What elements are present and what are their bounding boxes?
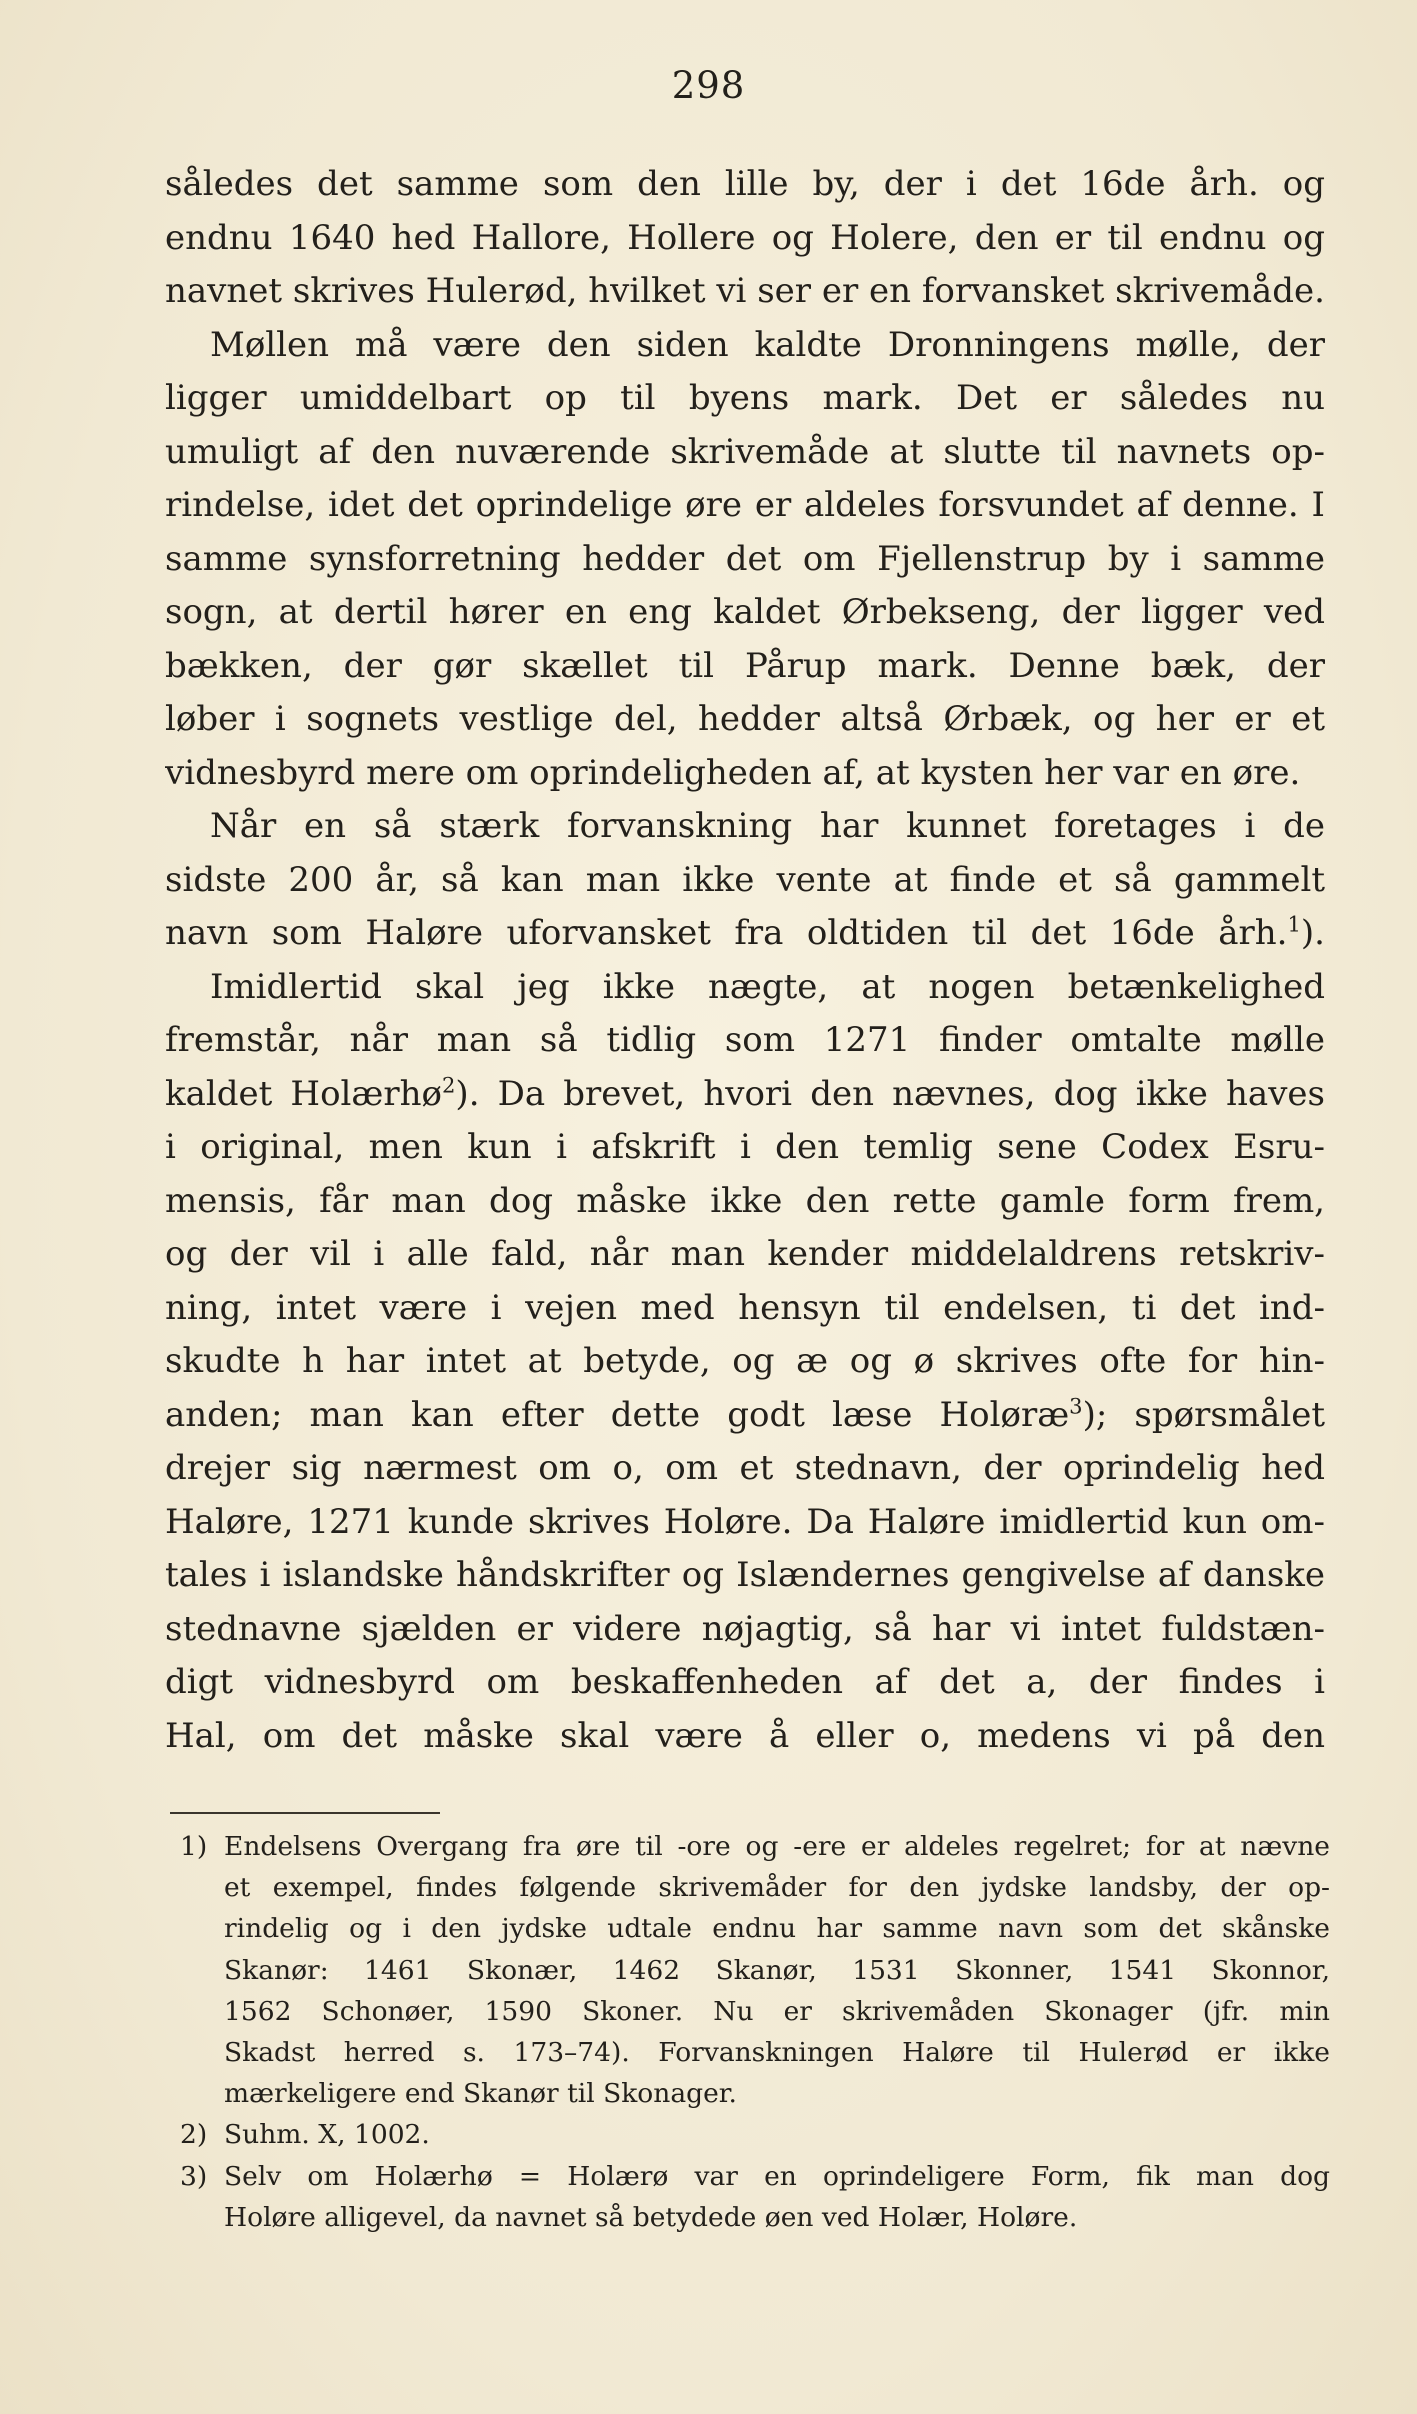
text-line: ligger umiddelbart op til byens mark. Det er således nu [165,378,1325,418]
footnote-line: mærkeligere end Skanør til Skonager. [224,2078,737,2110]
footnote-line [180,2156,1330,2197]
page-number: 298 [671,64,746,107]
footnote-text: Suhm. X, 1002. [224,2119,430,2151]
text-line: løber i sognets vestlige del, hedder altså Ørbæk, og her er et [165,699,1325,739]
text-line: Møllen må være den siden kaldte Dronningens mølle, der [210,324,1325,365]
text-line: skudte h har intet at betyde, og æ og ø skrives ofte for hin- [165,1341,1325,1381]
text-line: sogn, at dertil hører en eng kaldet Ørbekseng, der ligger ved [165,592,1325,632]
text-segment: navn som Haløre uforvansket fra oldtiden til det 16de årh. [165,913,1288,953]
text-line: mensis, får man dog måske ikke den rette gamle form frem, [165,1180,1325,1221]
text-line: tales i islandske håndskrifter og Islændernes gengivelse af danske [165,1555,1325,1595]
text-line: vidnesbyrd mere om oprindeligheden af, at kysten her var en øre. [165,752,1301,793]
text-line: i original, men kun i afskrift i den temlig sene Codex Esru- [165,1127,1325,1167]
footnote-line: Skadst herred s. 173–74). Forvanskningen Haløre til Hulerød er ikke [224,2036,1330,2068]
footnote-text: Endelsens Overgang fra øre til -ore og -ere er aldeles regelret; for at nævne [224,1831,1330,1862]
text-segment: kaldet Holærhø [165,1073,442,1114]
footnote-ref[interactable]: 3 [1069,1393,1083,1419]
text-line: drejer sig nærmest om o, om et stednavn, der oprindelig hed [165,1448,1325,1488]
text-line [165,1068,1325,1122]
footnote-line: et exempel, findes følgende skrivemåder for den jydske landsby, der op- [224,1872,1330,1904]
footnote-line: 1562 Schonøer, 1590 Skoner. Nu er skrivemåden Skonager (jfr. min [224,1995,1330,2027]
text-line: stednavne sjælden er videre nøjagtig, så har vi intet fuldstæn- [165,1608,1325,1649]
text-line: samme synsforretning hedder det om Fjellenstrup by i samme [165,538,1325,579]
text-segment: ) [455,1073,469,1114]
text-line: sidste 200 år, så kan man ikke vente at finde et så gammelt [165,859,1325,900]
footnote-line: Skanør: 1461 Skonær, 1462 Skanør, 1531 Skonner, 1541 Skonnor, [224,1954,1330,1986]
footnote-ref[interactable]: 2 [442,1072,456,1098]
text-line: navnet skrives Hulerød, hvilket vi ser er en forvansket skrivemåde. [165,271,1325,311]
text-line: endnu 1640 hed Hallore, Hollere og Holere, den er til endnu og [165,217,1325,258]
text-line [165,907,1325,961]
text-segment: ; spørsmålet [1095,1394,1325,1435]
text-segment: anden; man kan efter dette godt læse Holøræ [165,1394,1070,1435]
footnotes [180,1826,1330,2238]
text-line: og der vil i alle fald, når man kender middelaldrens retskriv- [165,1234,1325,1274]
body-text [165,158,1325,1763]
text-line: Når en så stærk forvanskning har kunnet foretages i de [210,806,1325,846]
text-line: Hal, om det måske skal være å eller o, medens vi på den [165,1715,1325,1756]
text-line: Haløre, 1271 kunde skrives Holøre. Da Haløre imidlertid kun om- [165,1501,1325,1542]
text-line: fremstår, når man så tidlig som 1271 finder omtalte mølle [165,1020,1325,1060]
text-line: bækken, der gør skællet til Pårup mark. Denne bæk, der [165,645,1325,686]
text-line: umuligt af den nuværende skrivemåde at slutte til navnets op- [165,431,1325,472]
text-segment: ). [1300,913,1325,953]
footnote-text: Selv om Holærhø = Holærø var en oprindeligere Form, fik man dog [224,2160,1330,2192]
text-segment: ) [1082,1394,1096,1435]
footnote-ref[interactable]: 1 [1287,911,1301,937]
text-line: digt vidnesbyrd om beskaffenheden af det a, der findes i [165,1662,1325,1702]
footnote-line [180,1826,1330,1867]
text-segment: . Da brevet, hvori den nævnes, dog ikke haves [468,1073,1325,1114]
text-line: ning, intet være i vejen med hensyn til endelsen, ti det ind- [165,1287,1325,1328]
footnote-marker: 3) [180,2160,208,2192]
footnote-marker: 1) [180,1831,208,1862]
text-line: Imidlertid skal jeg ikke nægte, at nogen betænkelighed [210,966,1325,1007]
footnote-divider [170,1812,440,1814]
footnote-marker: 2) [180,2119,208,2151]
footnote-line: Holøre alligevel, da navnet så betydede øen ved Holær, Holøre. [224,2201,1078,2233]
text-line: således det samme som den lille by, der i det 16de årh. og [165,164,1325,204]
text-line: rindelse, idet det oprindelige øre er aldeles forsvundet af denne. I [165,485,1325,525]
footnote-line: rindelig og i den jydske udtale endnu har samme navn som det skånske [224,1913,1330,1945]
text-line [165,1389,1325,1443]
footnote-line [180,2114,1330,2155]
